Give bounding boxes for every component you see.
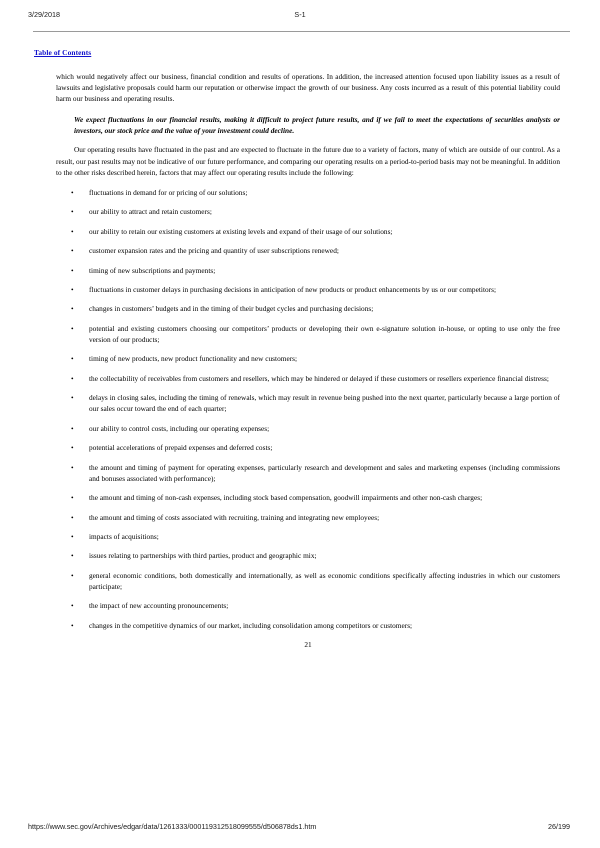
bullet-icon: • bbox=[71, 373, 74, 383]
list-item-text: our ability to control costs, including our operating expenses; bbox=[89, 423, 270, 433]
bullet-icon: • bbox=[71, 393, 74, 403]
bullet-icon: • bbox=[71, 443, 74, 453]
list-item-text: timing of new products, new product functionality and new customers; bbox=[89, 354, 298, 364]
table-of-contents-link[interactable]: Table of Contents bbox=[34, 48, 92, 57]
list-item-text: the amount and timing of non-cash expenses, including stock based compensation, goodwill impairments and other non-cash charges; bbox=[89, 493, 483, 503]
list-item-text: our ability to retain our existing customers at existing levels and expand of their usage of our solutions; bbox=[89, 226, 393, 236]
list-item-text: impacts of acquisitions; bbox=[89, 531, 159, 541]
list-item-text: the amount and timing of payment for operating expenses, particularly research and development and sales and marketing expenses (including commissions and bonuses associated with performance); bbox=[89, 462, 560, 483]
list-item bbox=[56, 284, 560, 295]
list-item-text: fluctuations in demand for or pricing of our solutions; bbox=[89, 188, 248, 198]
print-footer bbox=[0, 822, 600, 836]
list-item bbox=[56, 423, 560, 434]
list-item bbox=[56, 353, 560, 364]
list-item-text: customer expansion rates and the pricing and quantity of user subscriptions renewed; bbox=[89, 246, 339, 256]
list-item bbox=[56, 442, 560, 453]
bullet-icon: • bbox=[71, 462, 74, 472]
risk-factor-heading: We expect fluctuations in our financial results, making it difficult to project future results, and if we fail to meet the expectations of securities analysts or investors, our stock price and the value of your investment could decline. bbox=[74, 114, 560, 136]
bullet-icon: • bbox=[71, 601, 74, 611]
bullet-icon: • bbox=[71, 354, 74, 364]
list-item bbox=[56, 570, 560, 592]
list-item bbox=[56, 245, 560, 256]
intro-paragraph: which would negatively affect our business, financial condition and results of operations. In addition, the increased attention focused upon liability issues as a result of lawsuits and legislative proposals could harm our reputation or otherwise impact the growth of our business. Any costs incurred as a result of this potential liability could harm our business and operating results. bbox=[56, 72, 560, 104]
header-divider bbox=[33, 31, 570, 32]
bullet-icon: • bbox=[71, 284, 74, 294]
print-footer-page-counter: 26/199 bbox=[548, 822, 570, 831]
list-item bbox=[56, 550, 560, 561]
bullet-icon: • bbox=[71, 570, 74, 580]
list-item bbox=[56, 462, 560, 484]
list-item bbox=[56, 531, 560, 542]
list-item-text: fluctuations in customer delays in purchasing decisions in anticipation of new products or product enhancements by us or our competitors; bbox=[89, 284, 497, 294]
list-item-text: issues relating to partnerships with third parties, product and geographic mix; bbox=[89, 551, 317, 561]
list-item-text: the collectability of receivables from customers and resellers, which may be hindered or delayed if these customers or resellers experience financial distress; bbox=[89, 373, 549, 383]
list-item-text: the amount and timing of costs associated with recruiting, training and integrating new employees; bbox=[89, 512, 380, 522]
list-item bbox=[56, 226, 560, 237]
bullet-icon: • bbox=[71, 551, 74, 561]
risk-factors-bullet-list bbox=[56, 187, 560, 631]
list-item bbox=[56, 323, 560, 345]
print-footer-source-url: https://www.sec.gov/Archives/edgar/data/1261333/000119312518099555/d506878ds1.htm bbox=[28, 822, 317, 831]
list-item bbox=[56, 187, 560, 198]
list-item bbox=[56, 265, 560, 276]
list-item-text: timing of new subscriptions and payments; bbox=[89, 265, 216, 275]
bullet-icon: • bbox=[71, 531, 74, 541]
bullet-icon: • bbox=[71, 188, 74, 198]
print-header-document-title: S-1 bbox=[294, 10, 306, 19]
list-item bbox=[56, 600, 560, 611]
bullet-icon: • bbox=[71, 493, 74, 503]
print-header-date: 3/29/2018 bbox=[28, 10, 60, 19]
list-item bbox=[56, 303, 560, 314]
print-header bbox=[0, 10, 600, 24]
bullet-icon: • bbox=[71, 304, 74, 314]
page-number: 21 bbox=[304, 640, 312, 650]
list-item-text: our ability to attract and retain customers; bbox=[89, 207, 212, 217]
list-item-text: changes in the competitive dynamics of our market, including consolidation among competitors or customers; bbox=[89, 620, 413, 630]
list-item-text: changes in customers’ budgets and in the timing of their budget cycles and purchasing decisions; bbox=[89, 304, 374, 314]
bullet-icon: • bbox=[71, 423, 74, 433]
bullet-icon: • bbox=[71, 246, 74, 256]
list-item bbox=[56, 492, 560, 503]
list-item-text: general economic conditions, both domestically and internationally, as well as economic conditions specifically affecting industries in which our customers participate; bbox=[89, 570, 560, 591]
bullet-icon: • bbox=[71, 226, 74, 236]
document-page bbox=[0, 42, 600, 650]
list-item-text: potential and existing customers choosing our competitors’ products or developing their own e-signature solution in-house, or opting to use only the free version of our products; bbox=[89, 323, 560, 344]
lead-paragraph: Our operating results have fluctuated in the past and are expected to fluctuate in the future due to a variety of factors, many of which are outside of our control. As a result, our past results may not be indicative of our future performance, and comparing our operating results on a period-to-period basis may not be meaningful. In addition to the other risks described herein, factors that may affect our operating results include the following: bbox=[56, 145, 560, 177]
list-item-text: the impact of new accounting pronouncements; bbox=[89, 601, 229, 611]
list-item bbox=[56, 392, 560, 414]
list-item-text: potential accelerations of prepaid expenses and deferred costs; bbox=[89, 443, 273, 453]
list-item-text: delays in closing sales, including the timing of renewals, which may result in revenue being pushed into the next quarter, particularly because a large portion of our sales occur toward the end of each quarter; bbox=[89, 393, 560, 414]
list-item bbox=[56, 373, 560, 384]
list-item bbox=[56, 512, 560, 523]
list-item bbox=[56, 620, 560, 631]
bullet-icon: • bbox=[71, 207, 74, 217]
bullet-icon: • bbox=[71, 323, 74, 333]
bullet-icon: • bbox=[71, 265, 74, 275]
bullet-icon: • bbox=[71, 620, 74, 630]
bullet-icon: • bbox=[71, 512, 74, 522]
document-content bbox=[0, 71, 600, 650]
list-item bbox=[56, 206, 560, 217]
table-of-contents-link-container bbox=[0, 42, 600, 60]
